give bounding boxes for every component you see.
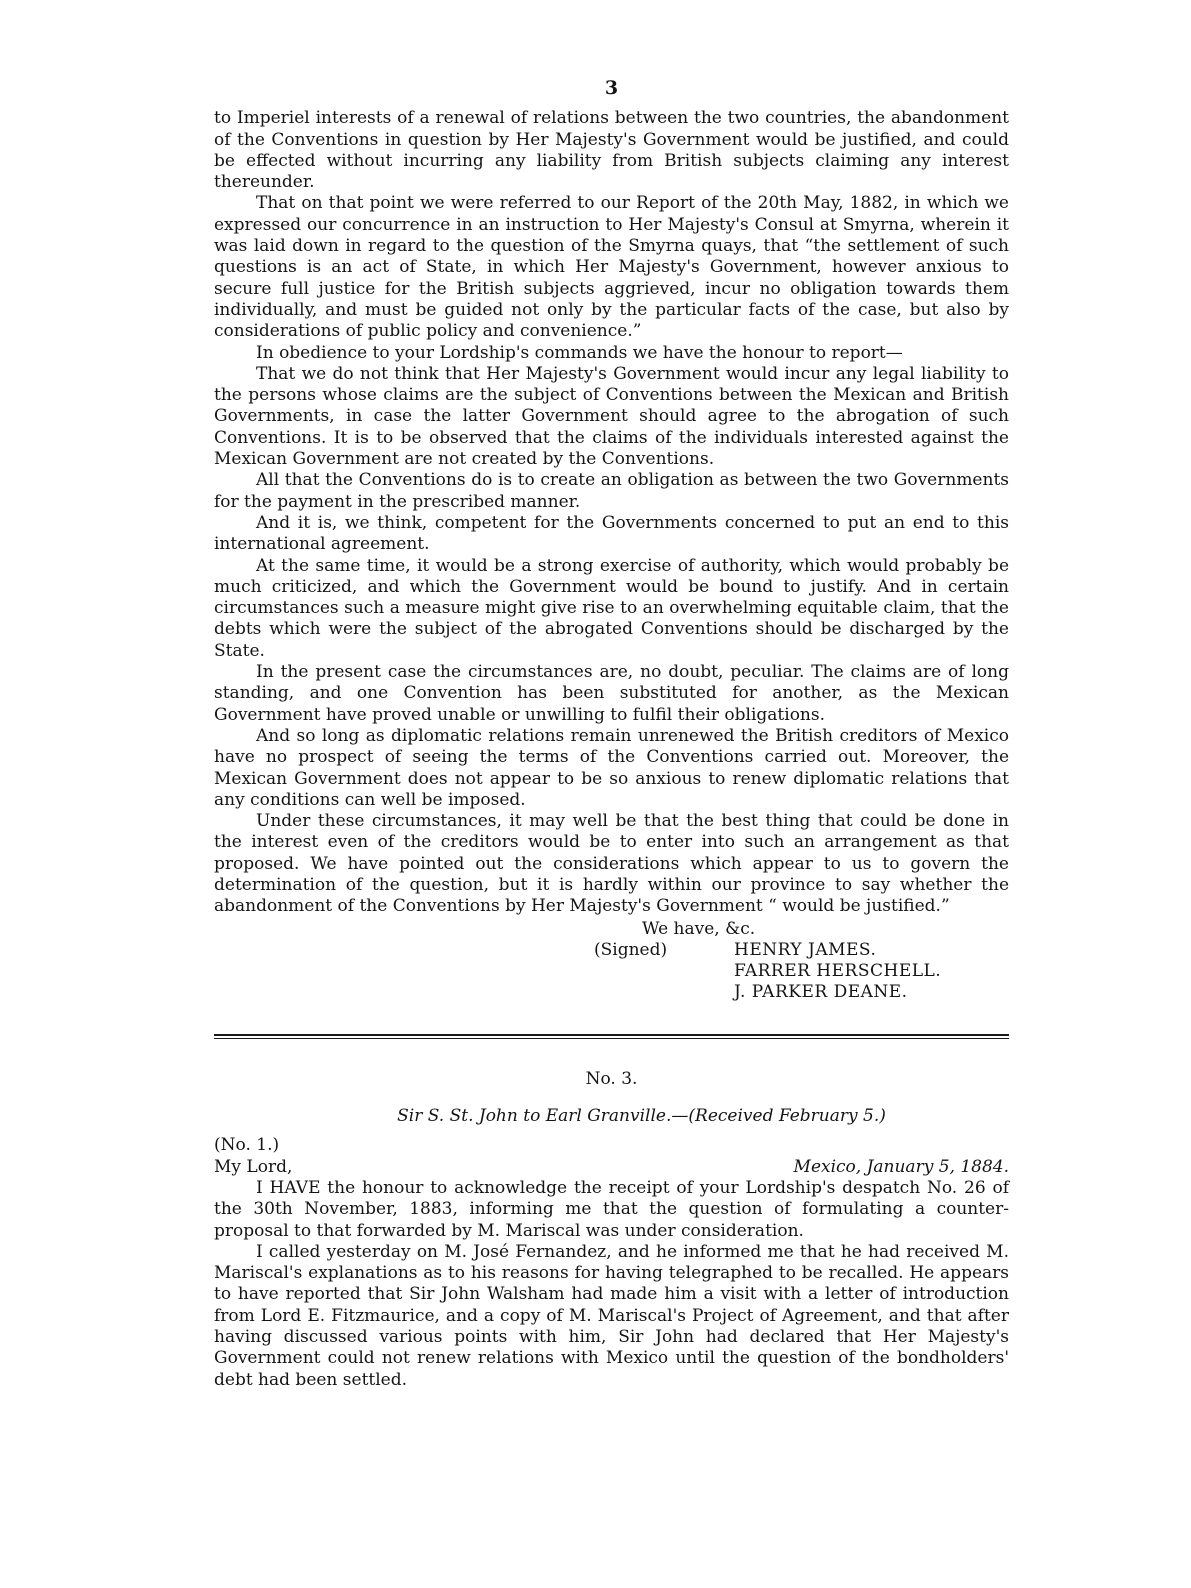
- report-paragraph: And so long as diplomatic relations remain unrenewed the British creditors of Mexico have no prospect of seeing the terms of the Conventions carried out. Moreover, the Mexican Government does not appear to be so anxious to renew diplomatic relations that any conditions can well be imposed.: [214, 725, 1009, 810]
- salutation: My Lord,: [214, 1156, 293, 1177]
- report-paragraph: That on that point we were referred to our Report of the 20th May, 1882, in which we expressed our concurrence in an instruction to Her Majesty's Consul at Smyrna, wherein it was laid down in regard to the question of the Smyrna quays, that “the settlement of such questions is an act of State, in which Her Majesty's Government, however anxious to secure full justice for the British subjects aggrieved, incur no obligation towards them individually, and must be guided not only by the particular facts of the case, but also by considerations of public policy and convenience.”: [214, 193, 1009, 342]
- document-page: [214, 78, 1009, 1391]
- report-paragraph: In obedience to your Lordship's commands we have the honour to report—: [256, 342, 903, 363]
- section-divider: [214, 1034, 1009, 1036]
- signed-label: (Signed): [594, 939, 668, 960]
- signatory-name: J. PARKER DEANE.: [734, 982, 908, 1003]
- dispatch-reference: (No. 1.): [214, 1135, 280, 1156]
- closing-line: We have, &c.: [642, 918, 756, 939]
- letter-paragraph: I HAVE the honour to acknowledge the receipt of your Lordship's despatch No. 26 of the 30th November, 1883, informing me that the question of formulating a counter-proposal to that forwarded by M. Mariscal was under consideration.: [214, 1177, 1009, 1241]
- report-paragraph: In the present case the circumstances are, no doubt, peculiar. The claims are of long standing, and one Convention has been substituted for another, as the Mexican Government have proved unable or unwilling to fulfil their obligations.: [214, 662, 1009, 725]
- signatory-name: HENRY JAMES.: [734, 939, 877, 960]
- report-paragraph: At the same time, it would be a strong exercise of authority, which would probably be much criticized, and which the Government would be bound to justify. And in certain circumstances such a measure might give rise to an overwhelming equitable claim, that the debts which were the subject of the abrogated Conventions should be discharged by the State.: [214, 555, 1009, 661]
- report-paragraph: That we do not think that Her Majesty's Government would incur any legal liability to the persons whose claims are the subject of Conventions between the Mexican and British Governments, in case the latter Government should agree to the abrogation of such Conventions. It is to be observed that the claims of the individuals interested against the Mexican Government are not created by the Conventions.: [214, 363, 1009, 470]
- report-section: [214, 108, 1009, 1003]
- salutation-row: [214, 1157, 1009, 1178]
- report-paragraph: And it is, we think, competent for the Governments concerned to put an end to this international agreement.: [214, 512, 1009, 555]
- letter-date: Mexico, January 5, 1884.: [793, 1156, 1009, 1177]
- report-paragraph: to Imperiel interests of a renewal of relations between the two countries, the abandonment of the Conventions in question by Her Majesty's Government would be justified, and could be effected without incurring any liability from British subjects claiming any interest thereunder.: [214, 108, 1009, 193]
- document-subtitle: Sir S. St. John to Earl Granville.—(Received February 5.): [397, 1106, 886, 1127]
- document-no-3: [214, 1069, 1009, 1391]
- document-number: No. 3.: [585, 1068, 638, 1089]
- report-paragraph: All that the Conventions do is to create an obligation as between the two Governments for the payment in the prescribed manner.: [214, 470, 1009, 512]
- letter-paragraph: I called yesterday on M. José Fernandez, and he informed me that he had received M. Mariscal's explanations as to his reasons for having telegraphed to be recalled. He appears to have reported that Sir John Walsham had made him a visit with a letter of introduction from Lord E. Fitzmaurice, and a copy of M. Mariscal's Project of Agreement, and that after having discussed various points with him, Sir John had declared that Her Majesty's Government could not renew relations with Mexico until the question of the bondholders' debt had been settled.: [214, 1241, 1009, 1390]
- signatory-name: FARRER HERSCHELL.: [734, 961, 942, 982]
- page-number: 3: [604, 77, 619, 99]
- report-paragraph: Under these circumstances, it may well be that the best thing that could be done in the interest even of the creditors would be to enter into such an arrangement as that proposed. We have pointed out the considerations which appear to us to govern the determination of the question, but it is hardly within our province to say whether the abandonment of the Conventions by Her Majesty's Government “ would be justified.”: [214, 811, 1009, 917]
- signature-block: [214, 919, 1009, 1004]
- section-divider-thin: [214, 1038, 1009, 1039]
